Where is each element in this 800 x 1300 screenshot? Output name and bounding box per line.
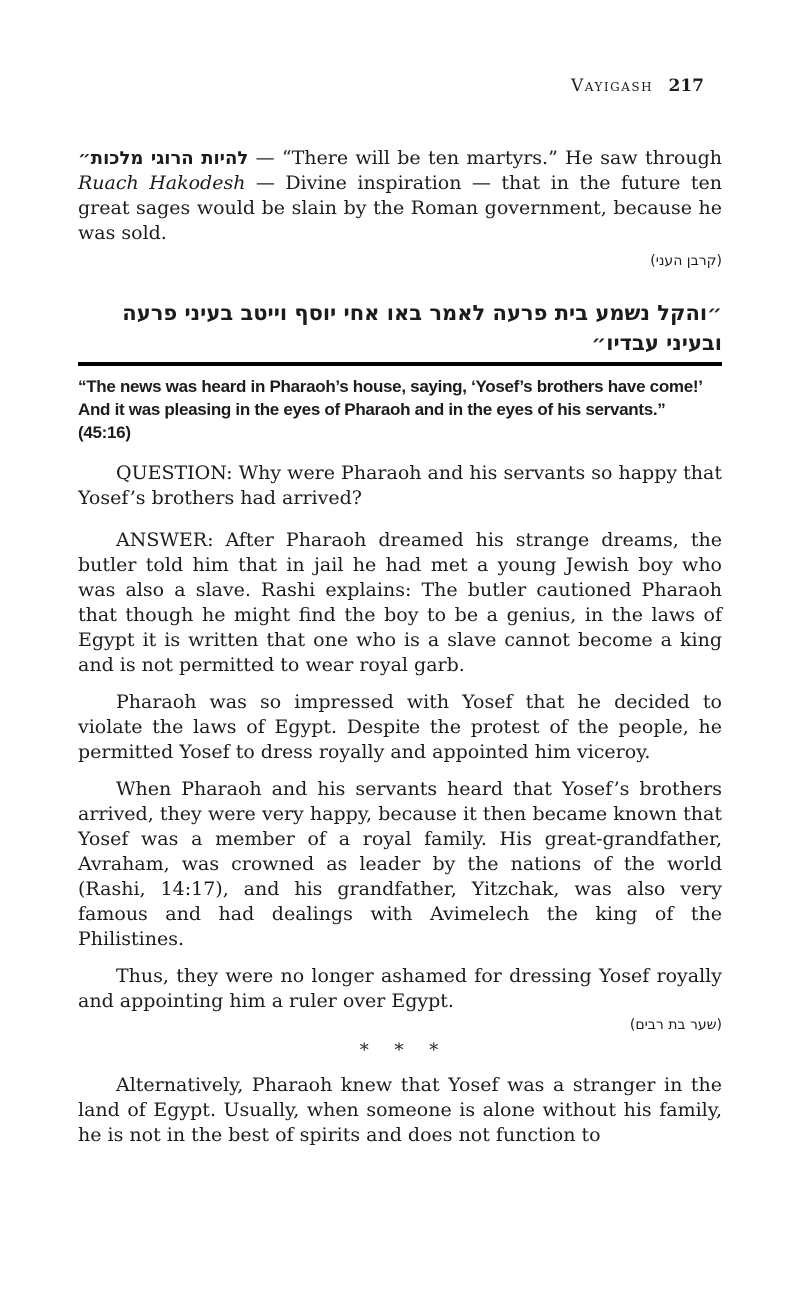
hebrew-verse-line-1: ״והקל נשמע בית פרעה לאמר באו אחי יוסף וייטב בעיני פרעה [122,301,722,325]
continuation-paragraph [78,146,722,246]
question-paragraph: QUESTION: Why were Pharaoh and his servants so happy that Yosef’s brothers had arrived? [78,462,722,509]
answer-paragraph: When Pharaoh and his servants heard that Yosef’s brothers arrived, they were very happy, because it then became known that Yosef was a member of a royal family. His great-grandfather, Avraham, was crowned as leader by the nations of the world (Rashi, 14:17), and his grandfather, Yitzchak, was also very famous and had dealings with Avimelech the king of the Philistines. [78,778,722,950]
asterisk-separator: * * * [359,1040,441,1061]
text-segment-italic: Ruach Hakodesh [78,172,246,194]
source-attribution: (שער בת רבים) [629,1017,722,1033]
parsha-title: Vayigash [571,76,654,96]
running-header [78,76,722,96]
alternative-paragraph: Alternatively, Pharaoh knew that Yosef was a stranger in the land of Egypt. Usually, when someone is alone without his family, he is not in the best of spirits and does not function to [78,1074,722,1146]
hebrew-verse-heading [78,298,722,358]
divider-rule [78,362,722,366]
answer-paragraph: Thus, they were no longer ashamed for dressing Yosef royally and appointing him a ruler over Egypt. [78,965,722,1012]
text-column [78,0,722,1148]
answer-paragraph: ANSWER: After Pharaoh dreamed his strange dreams, the butler told him that in jail he had met a young Jewish boy who was also a slave. Rashi explains: The butler cautioned Pharaoh that though he might find the boy to be a genius, in the laws of Egypt it is written that one who is a slave cannot become a king and is not permitted to wear royal garb. [78,529,722,676]
verse-translation: “The news was heard in Pharaoh’s house, saying, ‘Yosef’s brothers have come!’ And it was pleasing in the eyes of Pharaoh and in the eyes of his servants.” (45:16) [78,377,702,442]
text-segment-plain: — Divine inspiration — that in the future ten great sages would be slain by the Roman government, because he was sold. [78,172,722,244]
answer-paragraph: Pharaoh was so impressed with Yosef that he decided to violate the laws of Egypt. Despite the protest of the people, he permitted Yosef to dress royally and appointed him viceroy. [78,691,722,763]
text-segment-hebrew: להיות הרוגי מלכות״ [78,148,249,169]
text-segment-plain: — “There will be ten martyrs.” He saw through [248,147,722,169]
source-attribution: (קרבן העני) [650,253,722,269]
page-number: 217 [668,76,704,96]
hebrew-verse-line-2: ובעיני עבדיו״ [591,331,722,355]
